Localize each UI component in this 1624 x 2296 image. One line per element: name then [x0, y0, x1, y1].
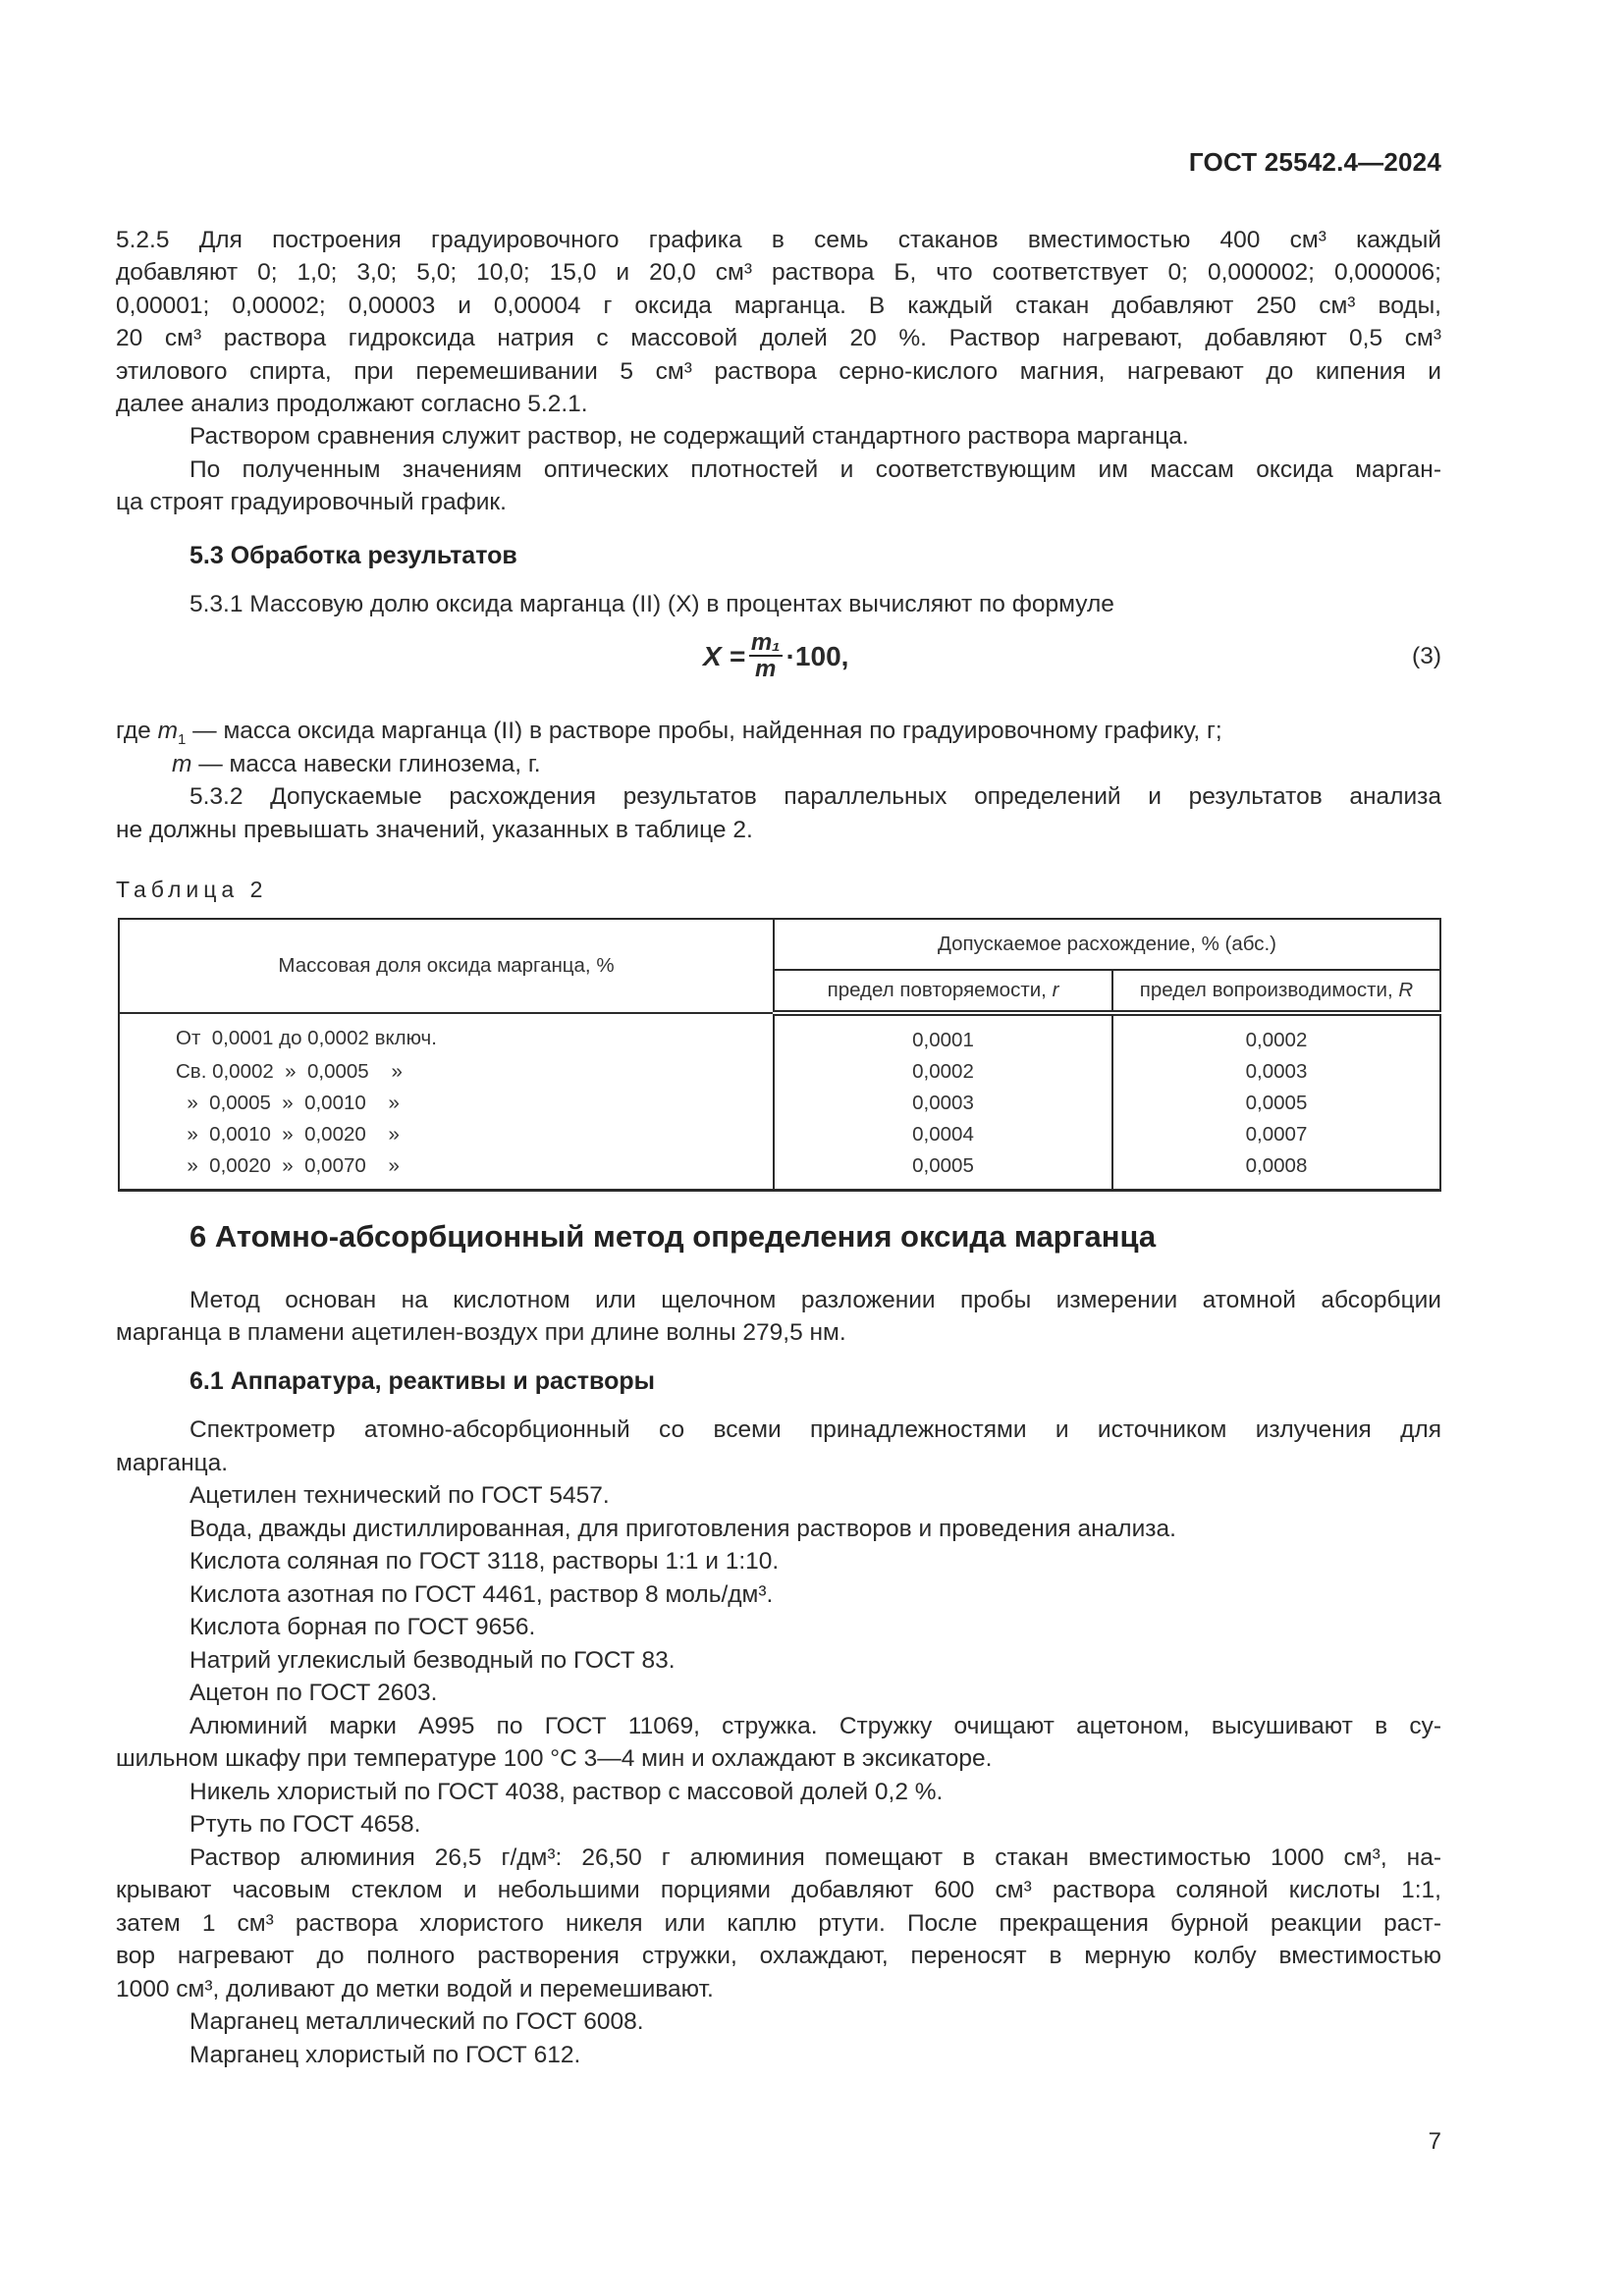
where-line-1 — [116, 715, 1222, 747]
header-allowed-discrepancy: Допускаемое расхождение, % (абс.) — [774, 919, 1440, 970]
table-row — [119, 1150, 1440, 1191]
where-text: — масса оксида марганца (II) в растворе пробы, найденная по градуировочному графику, г; — [186, 718, 1222, 744]
formula-rest: ·100, — [785, 641, 849, 671]
item-aluminium-solution: Раствор алюминия 26,5 г/дм³: 26,50 г алюминия помещают в стакан вместимостью 1000 см³, на- — [189, 1844, 1441, 1871]
item-water: Вода, дважды дистиллированная, для приготовления растворов и проведения анализа. — [189, 1516, 1176, 1542]
text-line: 5.2.5 Для построения градуировочного графика в семь стаканов вместимостью 400 см³ каждый — [116, 227, 1441, 253]
table-caption: Таблица 2 — [116, 877, 268, 902]
section-6-intro: Метод основан на кислотном или щелочном разложении пробы измерении атомной абсорбции — [189, 1287, 1441, 1313]
cell-R: 0,0002 — [1112, 1013, 1440, 1056]
item-acetone: Ацетон по ГОСТ 2603. — [189, 1680, 438, 1706]
item-spectrometer: Спектрометр атомно-абсорбционный со всеми принадлежностями и источником излучения для — [189, 1416, 1441, 1443]
item-aluminium: Алюминий марки А995 по ГОСТ 11069, стружка. Стружку очищают ацетоном, высушивают в су- — [189, 1713, 1441, 1739]
paragraph-5-3-2: 5.3.2 Допускаемые расхождения результатов параллельных определений и результатов анализа — [189, 783, 1441, 810]
document-header: ГОСТ 25542.4—2024 — [1188, 147, 1441, 177]
cell-R: 0,0003 — [1112, 1056, 1440, 1088]
header-mass-fraction: Массовая доля оксида марганца, % — [119, 919, 774, 1013]
text-line: 0,00001; 0,00002; 0,00003 и 0,00004 г оксида марганца. В каждый стакан добавляют 250 см³ воды, — [116, 293, 1441, 319]
cell-range: » 0,0005 » 0,0010 » — [119, 1088, 774, 1119]
text-line: марганца. — [116, 1450, 229, 1476]
formula-numerator: m₁ — [750, 629, 781, 656]
variable-m: m — [172, 751, 192, 777]
item-sodium-carbonate: Натрий углекислый безводный по ГОСТ 83. — [189, 1647, 676, 1674]
text-line: марганца в пламени ацетилен-воздух при длине волны 279,5 нм. — [116, 1319, 846, 1346]
item-acetylene: Ацетилен технический по ГОСТ 5457. — [189, 1482, 610, 1509]
formula-lhs: X = — [703, 641, 745, 671]
variable-m1: m — [157, 718, 178, 744]
formula-number: (3) — [1412, 643, 1441, 669]
subscript: 1 — [178, 731, 187, 748]
cell-R: 0,0007 — [1112, 1119, 1440, 1150]
table-row — [119, 1088, 1440, 1119]
formula-3 — [703, 631, 848, 682]
where-text: — масса навески глинозема, г. — [191, 751, 541, 777]
cell-range: Св. 0,0002 » 0,0005 » — [119, 1056, 774, 1088]
text-line: крывают часовым стеклом и небольшими порциями добавляют 600 см³ раствора соляной кислоты 1:1, — [116, 1877, 1441, 1903]
cell-r: 0,0004 — [774, 1119, 1112, 1150]
table-row — [119, 1056, 1440, 1088]
text-line: не должны превышать значений, указанных в таблице 2. — [116, 817, 753, 843]
text-line: вор нагревают до полного растворения стружки, охлаждают, переносят в мерную колбу вместимостью — [116, 1943, 1441, 1969]
text-line: этилового спирта, при перемешивании 5 см³ раствора серно-кислого магния, нагревают до кипения и — [116, 358, 1441, 385]
section-title-6-1: 6.1 Аппаратура, реактивы и растворы — [189, 1367, 655, 1395]
text-line: 1000 см³, доливают до метки водой и перемешивают. — [116, 1976, 714, 2002]
table-2 — [118, 918, 1441, 1192]
cell-r: 0,0002 — [774, 1056, 1112, 1088]
item-mercury: Ртуть по ГОСТ 4658. — [189, 1811, 421, 1838]
text-line: затем 1 см³ раствора хлористого никеля или каплю ртути. После прекращения бурной реакции раст- — [116, 1910, 1441, 1937]
item-boric-acid: Кислота борная по ГОСТ 9656. — [189, 1614, 536, 1640]
item-hydrochloric-acid: Кислота соляная по ГОСТ 3118, растворы 1:1 и 1:10. — [189, 1548, 780, 1575]
page-number: 7 — [1428, 2128, 1441, 2155]
section-title-6: 6 Атомно-абсорбционный метод определения оксида марганца — [189, 1219, 1157, 1254]
item-nickel-chloride: Никель хлористый по ГОСТ 4038, раствор с массовой долей 0,2 %. — [189, 1779, 944, 1805]
formula-denominator: m — [755, 656, 777, 682]
item-manganese-metal: Марганец металлический по ГОСТ 6008. — [189, 2008, 644, 2035]
cell-range: » 0,0020 » 0,0070 » — [119, 1150, 774, 1191]
cell-r: 0,0005 — [774, 1150, 1112, 1191]
table-row — [119, 1013, 1440, 1056]
section-title-5-3: 5.3 Обработка результатов — [189, 542, 517, 569]
paragraph-reference-solution: Раствором сравнения служит раствор, не содержащий стандартного раствора марганца. — [189, 423, 1189, 450]
item-manganese-chloride: Марганец хлористый по ГОСТ 612. — [189, 2042, 581, 2068]
text-line: добавляют 0; 1,0; 3,0; 5,0; 10,0; 15,0 и 20,0 см³ раствора Б, что соответствует 0; 0,000002; 0,000006; — [116, 259, 1441, 286]
paragraph-5-3-1: 5.3.1 Массовую долю оксида марганца (II) (X) в процентах вычисляют по формуле — [189, 591, 1114, 617]
cell-range: От 0,0001 до 0,0002 включ. — [119, 1013, 774, 1056]
text-line: 20 см³ раствора гидроксида натрия с массовой долей 20 %. Раствор нагревают, добавляют 0,5 см³ — [116, 325, 1441, 351]
text-line: далее анализ продолжают согласно 5.2.1. — [116, 391, 588, 417]
header-reproducibility: предел вопроизводимости, R — [1112, 970, 1440, 1013]
formula-fraction — [749, 631, 783, 682]
where-prefix: где — [116, 718, 151, 744]
item-nitric-acid: Кислота азотная по ГОСТ 4461, раствор 8 моль/дм³. — [189, 1581, 774, 1608]
cell-r: 0,0001 — [774, 1013, 1112, 1056]
text-line: По полученным значениям оптических плотностей и соответствующим им массам оксида марган- — [189, 456, 1441, 483]
cell-R: 0,0005 — [1112, 1088, 1440, 1119]
header-repeatability: предел повторяемости, r — [774, 970, 1112, 1013]
cell-R: 0,0008 — [1112, 1150, 1440, 1191]
cell-r: 0,0003 — [774, 1088, 1112, 1119]
table-row — [119, 1119, 1440, 1150]
text-line: ца строят градуировочный график. — [116, 489, 507, 515]
text-line: шильном шкафу при температуре 100 °С 3—4 мин и охлаждают в эксикаторе. — [116, 1745, 993, 1772]
cell-range: » 0,0010 » 0,0020 » — [119, 1119, 774, 1150]
where-line-2 — [172, 748, 541, 780]
